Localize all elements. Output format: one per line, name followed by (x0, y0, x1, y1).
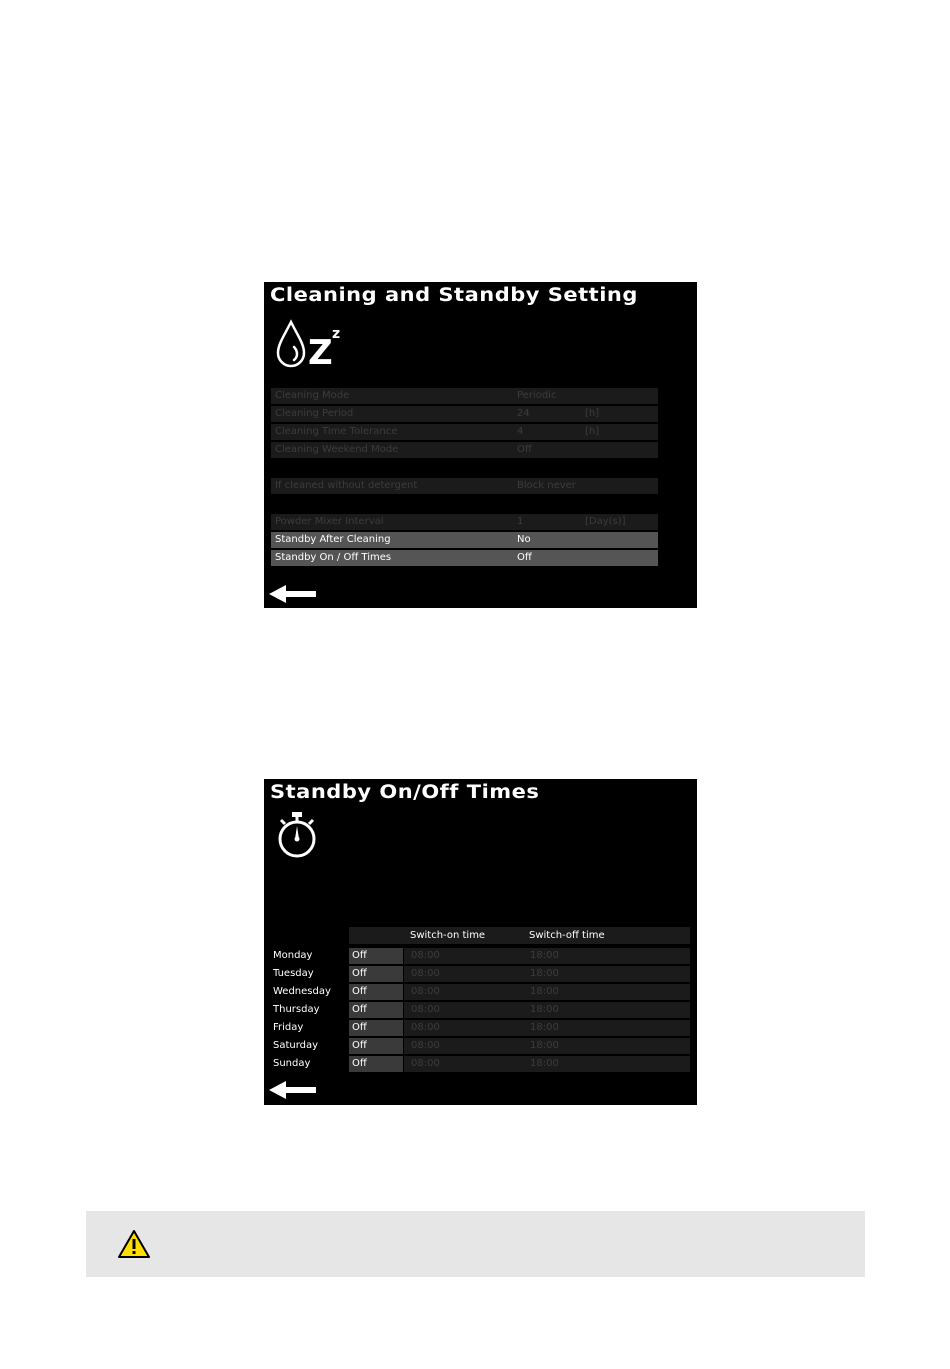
setting-label: Cleaning Time Tolerance (275, 426, 398, 437)
switch-on-time: 08:00 (411, 986, 440, 997)
icon-z-small: z (332, 326, 341, 342)
status-cell[interactable] (349, 1038, 403, 1054)
setting-label: Standby On / Off Times (275, 552, 392, 563)
status-value: Off (352, 1040, 367, 1051)
back-arrow-icon[interactable] (269, 584, 317, 608)
screen-title: Cleaning and Standby Setting (270, 284, 638, 306)
status-cell[interactable] (349, 948, 403, 964)
switch-off-time: 18:00 (530, 950, 559, 961)
warning-icon (117, 1229, 151, 1263)
table-row-monday[interactable] (271, 948, 690, 964)
drop-sleep-icon (274, 318, 354, 374)
switch-on-time: 08:00 (411, 1040, 440, 1051)
switch-off-time: 18:00 (530, 1022, 559, 1033)
time-cells (404, 1056, 690, 1072)
setting-unit: [h] (585, 426, 600, 437)
status-cell[interactable] (349, 984, 403, 1000)
switch-off-time: 18:00 (530, 1058, 559, 1069)
setting-value: 24 (517, 408, 530, 419)
setting-value: 1 (517, 516, 524, 527)
status-value: Off (352, 1004, 367, 1015)
notice-box (86, 1211, 865, 1277)
table-row-tuesday[interactable] (271, 966, 690, 982)
table-row-friday[interactable] (271, 1020, 690, 1036)
time-cells (404, 948, 690, 964)
switch-on-time: 08:00 (411, 1022, 440, 1033)
switch-on-time: 08:00 (411, 1058, 440, 1069)
setting-row-cleaning-mode[interactable] (271, 388, 658, 404)
table-row-wednesday[interactable] (271, 984, 690, 1000)
setting-label: Cleaning Weekend Mode (275, 444, 399, 455)
setting-value: Block never (517, 480, 576, 491)
setting-label: If cleaned without detergent (275, 480, 418, 491)
table-row-saturday[interactable] (271, 1038, 690, 1054)
switch-off-time: 18:00 (530, 968, 559, 979)
setting-row-powder-mixer-interval[interactable] (271, 514, 658, 530)
switch-off-time: 18:00 (530, 1004, 559, 1015)
setting-row-cleaning-weekend-mode[interactable] (271, 442, 658, 458)
day-label: Friday (273, 1022, 304, 1033)
setting-row-standby-on-off-times[interactable] (271, 550, 658, 566)
time-cells (404, 966, 690, 982)
setting-label: Powder Mixer Interval (275, 516, 384, 527)
switch-off-time: 18:00 (530, 1040, 559, 1051)
status-value: Off (352, 968, 367, 979)
setting-value: Periodic (517, 390, 557, 401)
setting-row-cleaning-period[interactable] (271, 406, 658, 422)
column-switch-on-time: Switch-on time (410, 930, 486, 941)
status-value: Off (352, 1022, 367, 1033)
stopwatch-icon (276, 811, 318, 863)
setting-row-standby-after-cleaning[interactable] (271, 532, 658, 548)
status-cell[interactable] (349, 1056, 403, 1072)
column-switch-off-time: Switch-off time (529, 930, 605, 941)
setting-row-cleaning-time-tolerance[interactable] (271, 424, 658, 440)
switch-on-time: 08:00 (411, 968, 440, 979)
day-label: Wednesday (273, 986, 331, 997)
table-header (349, 927, 690, 944)
time-cells (404, 984, 690, 1000)
standby-times-screen (264, 779, 697, 1105)
status-value: Off (352, 1058, 367, 1069)
setting-value: Off (517, 552, 532, 563)
status-cell[interactable] (349, 966, 403, 982)
setting-value: No (517, 534, 531, 545)
setting-label: Cleaning Period (275, 408, 354, 419)
time-cells (404, 1038, 690, 1054)
switch-on-time: 08:00 (411, 1004, 440, 1015)
day-label: Tuesday (273, 968, 314, 979)
setting-unit: [Day(s)] (585, 516, 626, 527)
setting-label: Standby After Cleaning (275, 534, 391, 545)
status-cell[interactable] (349, 1002, 403, 1018)
icon-z-large: Z (308, 333, 333, 370)
screen-title: Standby On/Off Times (270, 781, 540, 803)
setting-row-cleaned-without-detergent[interactable] (271, 478, 658, 494)
setting-value: 4 (517, 426, 524, 437)
day-label: Thursday (273, 1004, 320, 1015)
setting-label: Cleaning Mode (275, 390, 350, 401)
switch-off-time: 18:00 (530, 986, 559, 997)
day-label: Saturday (273, 1040, 319, 1051)
table-row-sunday[interactable] (271, 1056, 690, 1072)
table-row-thursday[interactable] (271, 1002, 690, 1018)
setting-value: Off (517, 444, 532, 455)
time-cells (404, 1002, 690, 1018)
day-label: Monday (273, 950, 313, 961)
status-value: Off (352, 986, 367, 997)
back-arrow-icon[interactable] (269, 1080, 317, 1104)
time-cells (404, 1020, 690, 1036)
switch-on-time: 08:00 (411, 950, 440, 961)
setting-unit: [h] (585, 408, 600, 419)
day-label: Sunday (273, 1058, 311, 1069)
cleaning-standby-screen (264, 282, 697, 608)
status-cell[interactable] (349, 1020, 403, 1036)
status-value: Off (352, 950, 367, 961)
